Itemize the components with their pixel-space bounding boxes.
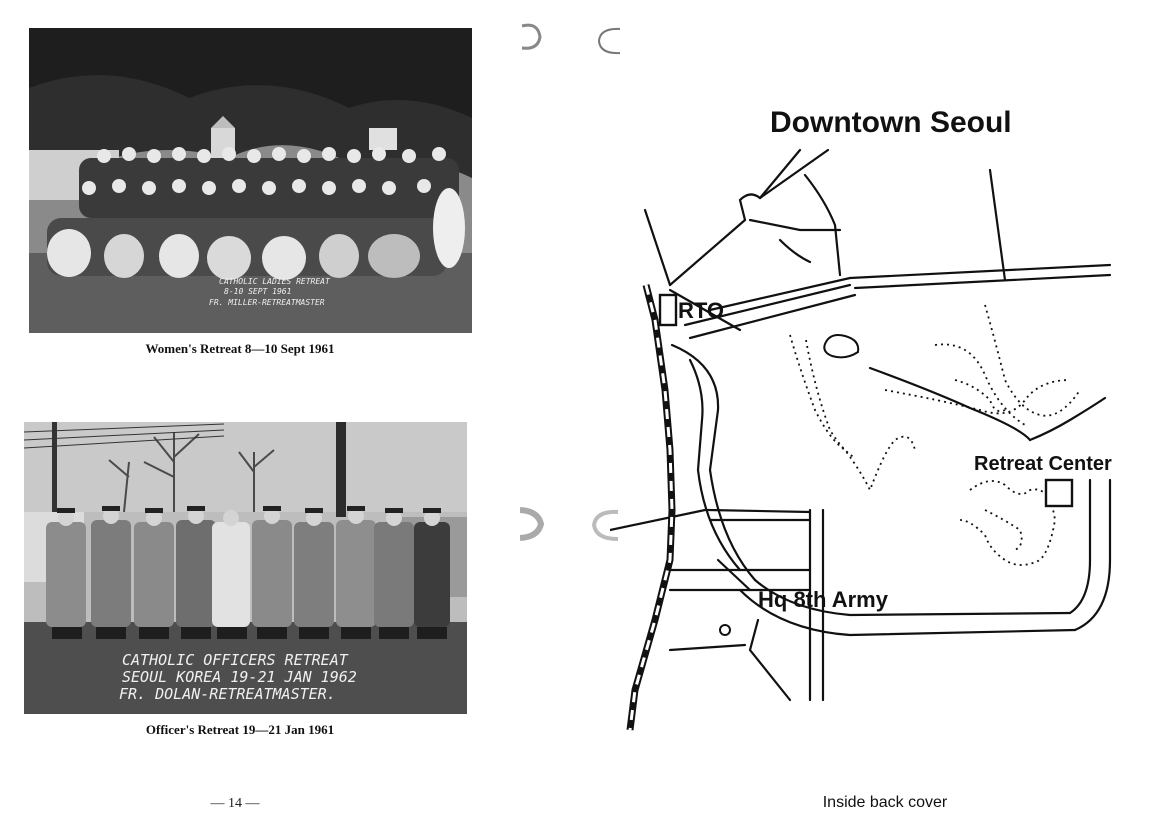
- map-title: Downtown Seoul: [770, 106, 1012, 139]
- officers-retreat-photo: [24, 422, 467, 714]
- map-label-hq: Hq 8th Army: [758, 587, 888, 612]
- left-page: [0, 0, 500, 834]
- officers-retreat-image: [24, 422, 467, 714]
- map-label-rto: RTO: [678, 298, 725, 323]
- downtown-seoul-map: [610, 90, 1155, 740]
- officers-inscription-line-3: FR. DOLAN-RETREATMASTER.: [119, 685, 336, 703]
- officers-inscription-line-1: CATHOLIC OFFICERS RETREAT: [122, 651, 348, 669]
- right-page: [500, 0, 1157, 834]
- womens-retreat-caption: Women's Retreat 8—10 Sept 1961: [145, 341, 335, 356]
- womens-retreat-photo: [29, 28, 472, 333]
- page-number: — 14 —: [210, 796, 260, 811]
- officers-inscription-line-2: SEOUL KOREA 19-21 JAN 1962: [122, 668, 357, 686]
- womens-inscription-line-3: FR. MILLER-RETREATMASTER: [209, 298, 325, 307]
- map-label-retreat-center: Retreat Center: [974, 453, 1112, 475]
- womens-retreat-image: [29, 28, 472, 333]
- binder-hole-icon: [514, 505, 548, 543]
- binder-hole-icon: [518, 20, 548, 54]
- womens-inscription-line-2: 8-10 SEPT 1961: [224, 287, 292, 296]
- binder-hole-icon: [592, 24, 626, 58]
- womens-inscription-line-1: CATHOLIC LADIES RETREAT: [219, 277, 330, 286]
- officers-retreat-caption: Officer's Retreat 19—21 Jan 1961: [145, 722, 335, 737]
- cover-label: Inside back cover: [822, 794, 948, 811]
